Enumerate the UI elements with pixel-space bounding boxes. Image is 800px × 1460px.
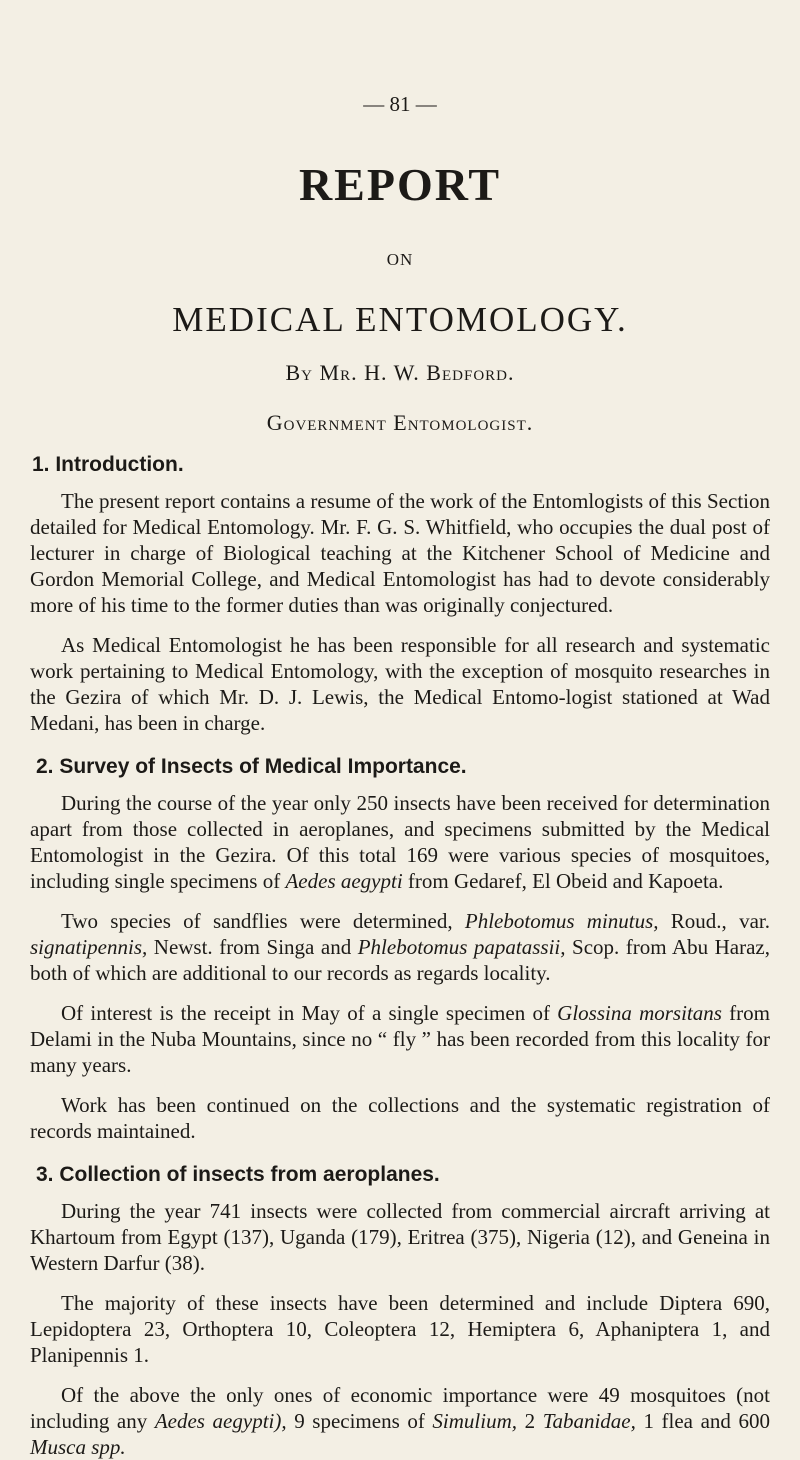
report-body [30,452,770,1460]
paragraph: Of the above the only ones of economic importance were 49 mosquitoes (not including any Aedes aegypti), 9 specimens of Simulium, 2 Tabanidae, 1 flea and 600 Musca spp. [30,1383,770,1459]
species-name: Musca spp. [30,1435,126,1459]
section-heading-aeroplanes: 3. Collection of insects from aeroplanes. [36,1163,440,1186]
species-name: Tabanidae, [542,1409,636,1433]
section-heading-survey: 2. Survey of Insects of Medical Importance. [36,755,467,778]
species-name: Phlebotomus minutus, [464,909,659,933]
species-name: Aedes aegypti [285,869,403,893]
report-title: REPORT [298,159,502,210]
section-heading-introduction: 1. Introduction. [32,453,184,476]
author-line: By Mr. H. W. Bedford. [285,360,515,385]
author-position: Government Entomologist. [266,410,534,435]
paragraph: The majority of these insects have been determined and include Diptera 690, Lepidoptera 23, Orthoptera 10, Coleoptera 12, Hemiptera 6, Aphaniptera 1, and Planipennis 1. [30,1291,770,1367]
paragraph: During the course of the year only 250 insects have been received for determination apart from those collected in aeroplanes, and specimens submitted by the Medical Entomologist in the Gezira. Of this total 169 were various species of mosquitoes, including single specimens of Aedes aegypti from Gedaref, El Obeid and Kapoeta. [30,791,770,893]
paragraph: During the year 741 insects were collected from commercial aircraft arriving at Khartoum from Egypt (137), Uganda (179), Eritrea (375), Nigeria (12), and Geneina in Western Darfur (38). [30,1199,770,1275]
paragraph: Of interest is the receipt in May of a single specimen of Glossina morsitans from Delami in the Nuba Mountains, since no “ fly ” has been recorded from this locality for many years. [30,1001,770,1077]
paragraph: As Medical Entomologist he has been responsible for all research and systematic work pertaining to Medical Entomology, with the exception of mosquito researches in the Gezira of which Mr. D. J. Lewis, the Medical Entomo-logist stationed at Wad Medani, has been in charge. [30,633,770,735]
species-name: Aedes aegypti), [154,1409,287,1433]
paragraph: The present report contains a resume of the work of the Entomlogists of this Section detailed for Medical Entomology. Mr. F. G. S. Whitfield, who occupies the dual post of lecturer in charge of Biological teaching at the Kitchener School of Medicine and Gordon Memorial College, and Medical Entomologist has had to devote considerably more of his time to the former duties than was originally conjectured. [30,489,770,617]
page-number: — 81 — [363,92,437,116]
report-subject: MEDICAL ENTOMOLOGY. [172,300,628,339]
species-name: signatipennis, [30,935,148,959]
paragraph: Two species of sandflies were determined, Phlebotomus minutus, Roud., var. signatipennis, Newst. from Singa and Phlebotomus papatassii, Scop. from Abu Haraz, both of which are additional to our records as regards locality. [30,909,770,985]
title-connector: ON [386,250,414,269]
species-name: Simulium, [432,1409,518,1433]
species-name: Phlebotomus papatassii, [357,935,566,959]
species-name: Glossina morsitans [557,1001,722,1025]
paragraph: Work has been continued on the collections and the systematic registration of records maintained. [30,1093,770,1143]
